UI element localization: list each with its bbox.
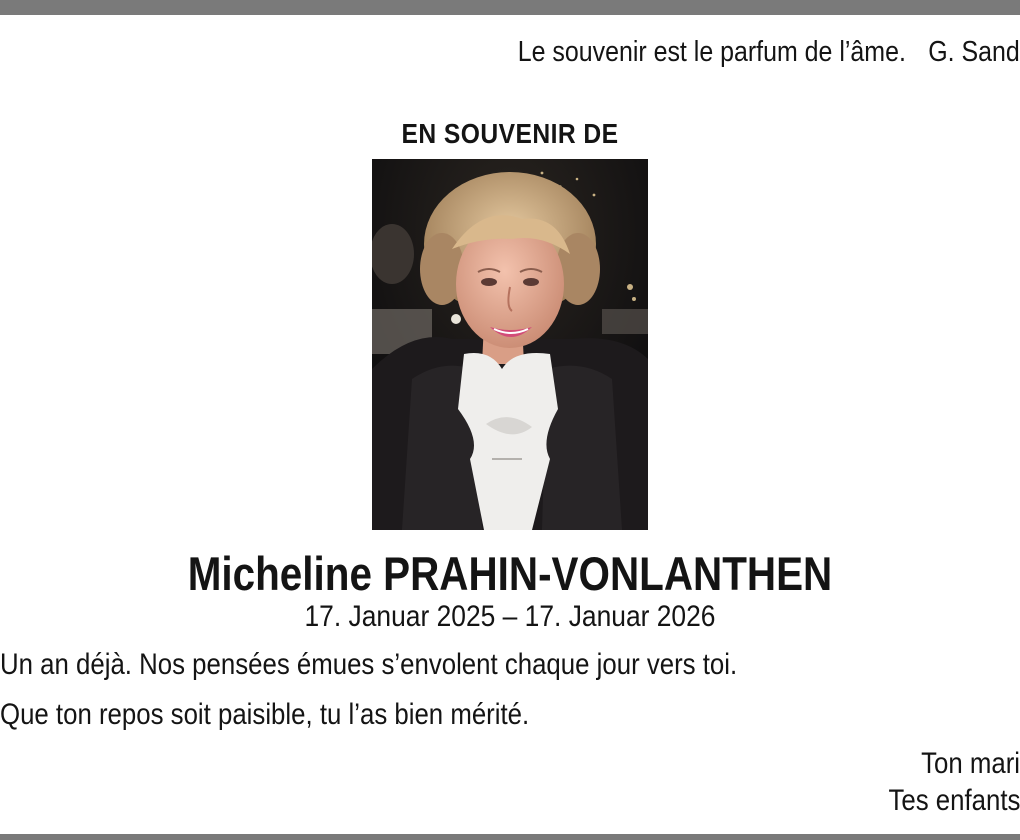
top-rule	[0, 0, 1020, 15]
memorial-dates: 17. Januar 2025 – 17. Januar 2026	[304, 600, 716, 633]
message-line: Un an déjà. Nos pensées émues s’envolent chaque jour vers toi.	[0, 648, 738, 681]
signature-line: Ton mari	[921, 747, 1020, 780]
quote-text: Le souvenir est le parfum de l’âme.	[517, 36, 907, 68]
quote-author: G. Sand	[928, 36, 1020, 68]
epigraph-quote	[518, 32, 1020, 72]
signature-line: Tes enfants	[888, 784, 1020, 817]
message-line: Que ton repos soit paisible, tu l’as bien mérité.	[0, 698, 530, 731]
portrait-photo-illustration	[372, 159, 648, 530]
deceased-name: Micheline PRAHIN-VONLANTHEN	[187, 547, 833, 600]
bottom-rule	[0, 834, 1020, 840]
portrait-photo	[372, 159, 648, 530]
memorial-heading: EN SOUVENIR DE	[401, 118, 619, 149]
